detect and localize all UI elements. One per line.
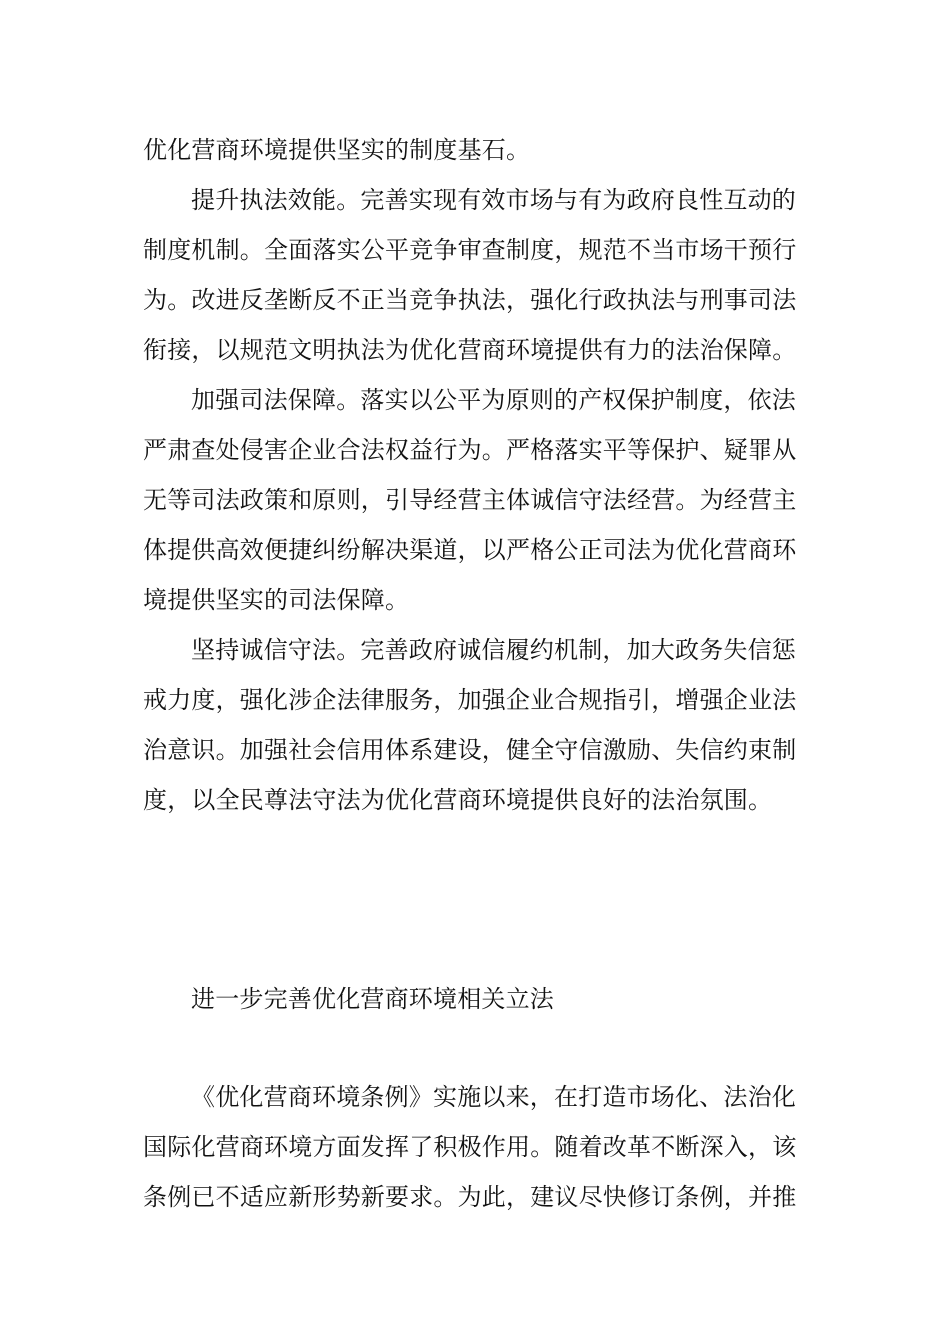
text-line: 加强司法保障。落实以公平为原则的产权保护制度，依法 xyxy=(191,386,796,414)
text-line: 无等司法政策和原则，引导经营主体诚信守法经营。为经营主 xyxy=(143,486,797,514)
text-line: 戒力度，强化涉企法律服务，加强企业合规指引，增强企业法 xyxy=(143,686,797,714)
text-line: 境提供坚实的司法保障。 xyxy=(143,586,410,614)
text-line: 衔接，以规范文明执法为优化营商环境提供有力的法治保障。 xyxy=(143,336,797,364)
text-line: 优化营商环境提供坚实的制度基石。 xyxy=(143,136,531,164)
section-heading: 进一步完善优化营商环境相关立法 xyxy=(191,985,554,1013)
text-line: 条例已不适应新形势新要求。为此，建议尽快修订条例，并推 xyxy=(143,1183,797,1211)
text-line: 为。改进反垄断反不正当竞争执法，强化行政执法与刑事司法 xyxy=(143,286,797,314)
text-line: 严肃查处侵害企业合法权益行为。严格落实平等保护、疑罪从 xyxy=(143,436,797,464)
text-line: 体提供高效便捷纠纷解决渠道，以严格公正司法为优化营商环 xyxy=(143,536,797,564)
text-line: 《优化营商环境条例》实施以来，在打造市场化、法治化 xyxy=(191,1083,796,1111)
text-line: 坚持诚信守法。完善政府诚信履约机制，加大政务失信惩 xyxy=(191,636,796,664)
text-line: 度，以全民尊法守法为优化营商环境提供良好的法治氛围。 xyxy=(143,786,773,814)
text-line: 国际化营商环境方面发挥了积极作用。随着改革不断深入，该 xyxy=(143,1133,797,1161)
text-line: 治意识。加强社会信用体系建设，健全守信激励、失信约束制 xyxy=(143,736,797,764)
text-line: 制度机制。全面落实公平竞争审查制度，规范不当市场干预行 xyxy=(143,236,797,264)
text-line: 提升执法效能。完善实现有效市场与有为政府良性互动的 xyxy=(191,186,796,214)
